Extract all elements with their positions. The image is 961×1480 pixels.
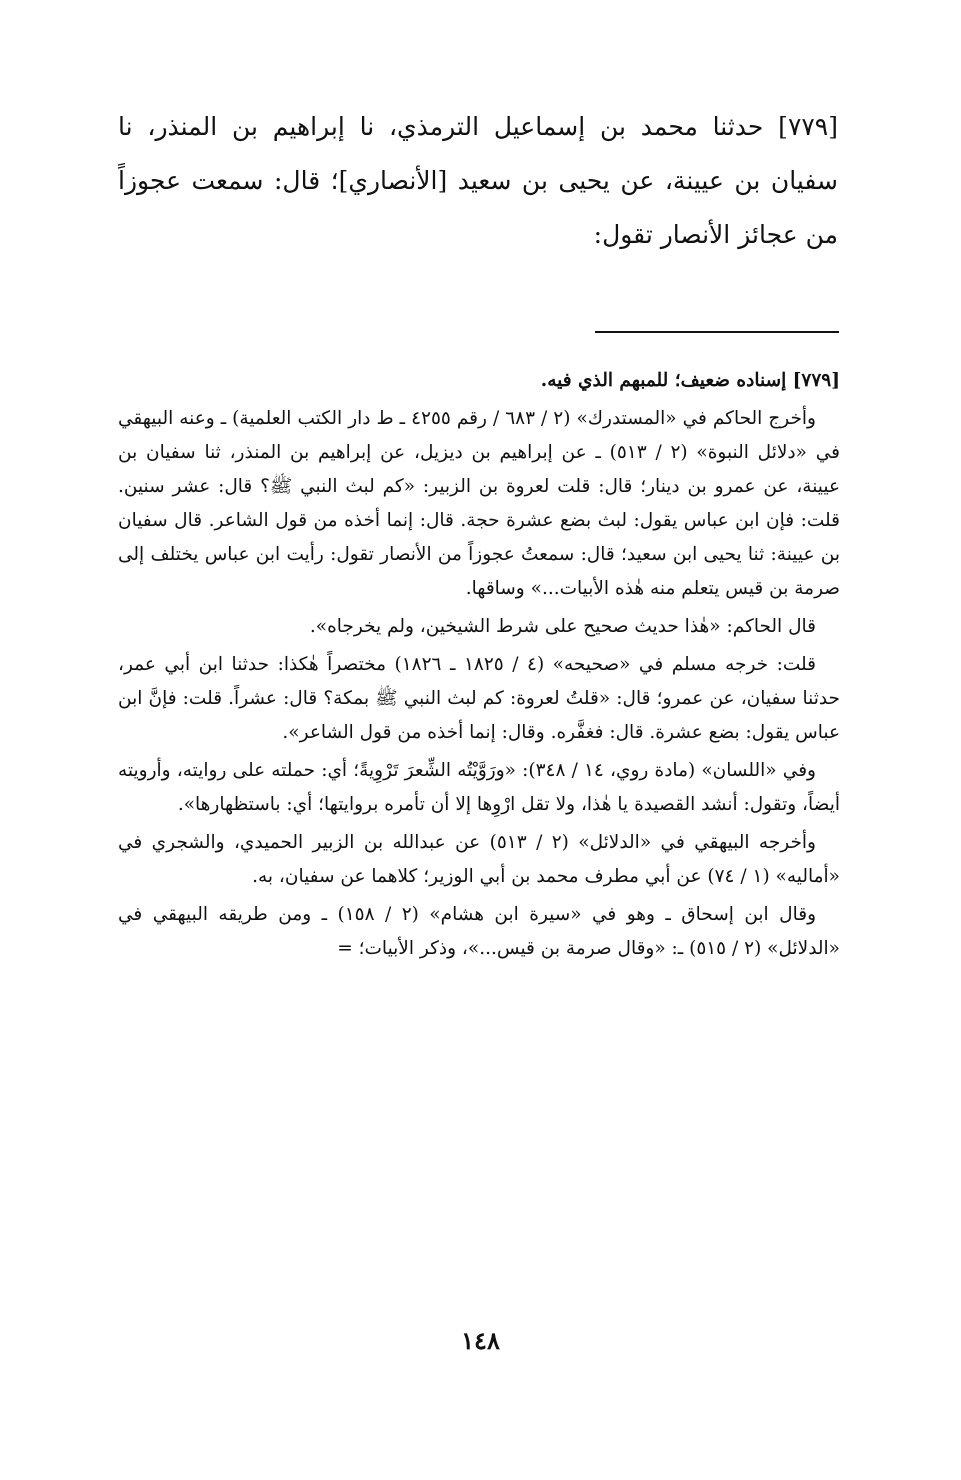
hadith-paragraph: [٧٧٩] حدثنا محمد بن إسماعيل الترمذي، نا إبراهيم بن المنذر، نا سفيان بن عيينة، عن يحيى بن سعيد [الأنصاري]؛ قال: سمعت عجوزاً من عجائز الأنصار تقول: (118, 112, 838, 249)
footnote-paragraph: وأخرج الحاكم في «المستدرك» (٢ / ٦٨٣ / رقم ٤٢٥٥ ـ ط دار الكتب العلمية) ـ وعنه البيهقي في «دلائل النبوة» (٢ / ٥١٣) ـ عن إبراهيم بن ديزيل، عن إبراهيم بن المنذر، ثنا سفيان بن عيينة، عن عمرو بن دينار؛ قال: قلت لعروة بن الزبير: «كم لبث النبي ﷺ؟ قال: عشر سنين. قلت: فإن ابن عباس يقول: لبث بضع عشرة حجة. قال: إنما أخذه من قول الشاعر. قال سفيان بن عيينة: ثنا يحيى ابن سعيد؛ قال: سمعتُ عجوزاً من الأنصار تقول: رأيت ابن عباس يختلف إلى صرمة بن قيس يتعلم منه هٰذه الأبيات...» وساقها. (118, 408, 840, 599)
page-number: ١٤٨ (461, 1326, 500, 1355)
footnote-paragraph: قال الحاكم: «هٰذا حديث صحيح على شرط الشيخين، ولم يخرجاه». (309, 616, 816, 637)
footnote-paragraph: وقال ابن إسحاق ـ وهو في «سيرة ابن هشام» (٢ / ١٥٨) ـ ومن طريقه البيهقي في «الدلائل» (٢ / ٥١٥) ـ: «وقال صرمة بن قيس...»، وذكر الأبيات؛ = (118, 904, 840, 959)
footnote-heading: [٧٧٩] إسناده ضعيف؛ للمبهم الذي فيه. (540, 370, 840, 391)
footnote-paragraph: قلت: خرجه مسلم في «صحيحه» (٤ / ١٨٢٥ ـ ١٨٢٦) مختصراً هٰكذا: حدثنا ابن أبي عمر، حدثنا سفيان، عن عمرو؛ قال: «قلتُ لعروة: كم لبث النبي ﷺ بمكة؟ قال: عشراً. قلت: فإنَّ ابن عباس يقول: بضع عشرة. قال: فغفَّره. وقال: إنما أخذه من قول الشاعر». (118, 654, 840, 743)
footnote-paragraph: وفي «اللسان» (مادة روي، ١٤ / ٣٤٨): «ورَوَّيْتُه الشِّعرَ تَرْوِيةً؛ أي: حملته على روايته، وأرويته أيضاً، وتقول: أنشد القصيدة يا هٰذا، ولا تقل ارْوِها إلا أن تأمره بروايتها؛ أي: باستظهارها». (118, 760, 840, 815)
main-text-block (118, 100, 838, 262)
footnotes-block (118, 364, 840, 966)
footnote-paragraph: وأخرجه البيهقي في «الدلائل» (٢ / ٥١٣) عن عبدالله بن الزبير الحميدي، والشجري في «أماليه» (١ / ٧٤) عن أبي مطرف محمد بن أبي الوزير؛ كلاهما عن سفيان، به. (118, 832, 840, 887)
footnote-separator (595, 331, 839, 333)
